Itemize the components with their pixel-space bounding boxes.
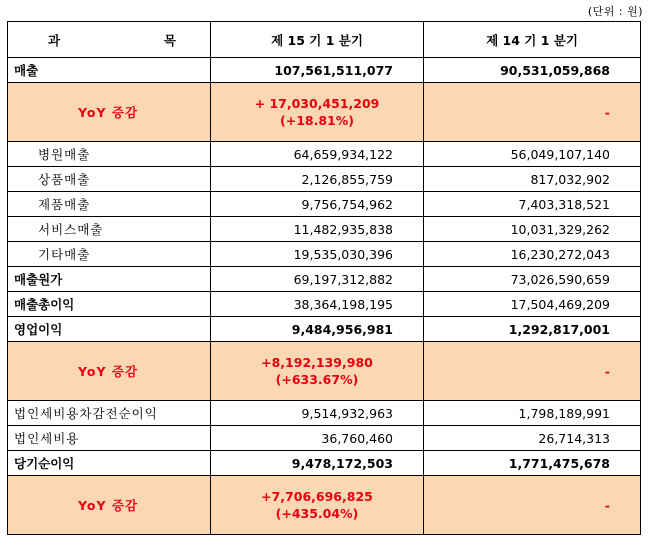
value-15: 36,760,460 <box>211 426 424 451</box>
header-period-15: 제 15 기 1 분기 <box>211 22 424 58</box>
yoy-percent: (+18.81%) <box>280 113 354 128</box>
value-15: 9,484,956,981 <box>211 317 424 342</box>
unit-label: (단위 : 원) <box>587 5 643 18</box>
row-label: 제품매출 <box>8 192 211 217</box>
row-product-sales <box>8 192 641 217</box>
value-14: 17,504,469,209 <box>424 292 641 317</box>
value-14: 56,049,107,140 <box>424 142 641 167</box>
value-15: 9,756,754,962 <box>211 192 424 217</box>
yoy-amount: + 17,030,451,209 <box>254 96 380 111</box>
value-15: 107,561,511,077 <box>211 58 424 83</box>
value-14: 16,230,272,043 <box>424 242 641 267</box>
row-pretax-income <box>8 401 641 426</box>
yoy-label: YoY 증감 <box>8 342 211 401</box>
value-15: 11,482,935,838 <box>211 217 424 242</box>
value-14: 817,032,902 <box>424 167 641 192</box>
value-14: 1,798,189,991 <box>424 401 641 426</box>
value-14: 10,031,329,262 <box>424 217 641 242</box>
row-hospital-sales <box>8 142 641 167</box>
value-15: 9,478,172,503 <box>211 451 424 476</box>
value-14: 90,531,059,868 <box>424 58 641 83</box>
row-label: 매출 <box>8 58 211 83</box>
row-label: 매출원가 <box>8 267 211 292</box>
row-operating-yoy <box>8 342 641 401</box>
row-label: 상품매출 <box>8 167 211 192</box>
value-14: 7,403,318,521 <box>424 192 641 217</box>
yoy-percent: (+435.04%) <box>275 506 359 521</box>
value-15: 2,126,855,759 <box>211 167 424 192</box>
yoy-label: YoY 증감 <box>8 476 211 535</box>
value-15: 19,535,030,396 <box>211 242 424 267</box>
row-operating-income <box>8 317 641 342</box>
yoy-value-15 <box>211 476 424 535</box>
row-label: 기타매출 <box>8 242 211 267</box>
yoy-amount: +7,706,696,825 <box>261 489 373 504</box>
yoy-percent: (+633.67%) <box>275 372 359 387</box>
header-period-14: 제 14 기 1 분기 <box>424 22 641 58</box>
row-cost-of-sales <box>8 267 641 292</box>
value-15: 64,659,934,122 <box>211 142 424 167</box>
yoy-value-14: - <box>424 476 641 535</box>
value-14: 26,714,313 <box>424 426 641 451</box>
yoy-value-15 <box>211 342 424 401</box>
row-goods-sales <box>8 167 641 192</box>
table-header-row <box>8 22 641 58</box>
header-account <box>8 22 211 58</box>
row-gross-profit <box>8 292 641 317</box>
yoy-label: YoY 증감 <box>8 83 211 142</box>
row-label: 당기순이익 <box>8 451 211 476</box>
value-14: 1,771,475,678 <box>424 451 641 476</box>
row-label: 법인세비용 <box>8 426 211 451</box>
row-label: 서비스매출 <box>8 217 211 242</box>
yoy-value-14: - <box>424 83 641 142</box>
header-account-right: 목 <box>163 32 176 48</box>
row-service-sales <box>8 217 641 242</box>
value-14: 1,292,817,001 <box>424 317 641 342</box>
row-label: 영업이익 <box>8 317 211 342</box>
financial-table <box>7 21 641 535</box>
row-sales-yoy <box>8 83 641 142</box>
yoy-value-15 <box>211 83 424 142</box>
value-15: 69,197,312,882 <box>211 267 424 292</box>
row-net-income <box>8 451 641 476</box>
yoy-value-14: - <box>424 342 641 401</box>
row-label: 법인세비용차감전순이익 <box>8 401 211 426</box>
row-income-tax <box>8 426 641 451</box>
value-14: 73,026,590,659 <box>424 267 641 292</box>
row-label: 매출총이익 <box>8 292 211 317</box>
row-other-sales <box>8 242 641 267</box>
row-label: 병원매출 <box>8 142 211 167</box>
row-sales <box>8 58 641 83</box>
header-account-left: 과 <box>48 32 61 48</box>
value-15: 38,364,198,195 <box>211 292 424 317</box>
value-15: 9,514,932,963 <box>211 401 424 426</box>
yoy-amount: +8,192,139,980 <box>261 355 373 370</box>
row-net-yoy <box>8 476 641 535</box>
